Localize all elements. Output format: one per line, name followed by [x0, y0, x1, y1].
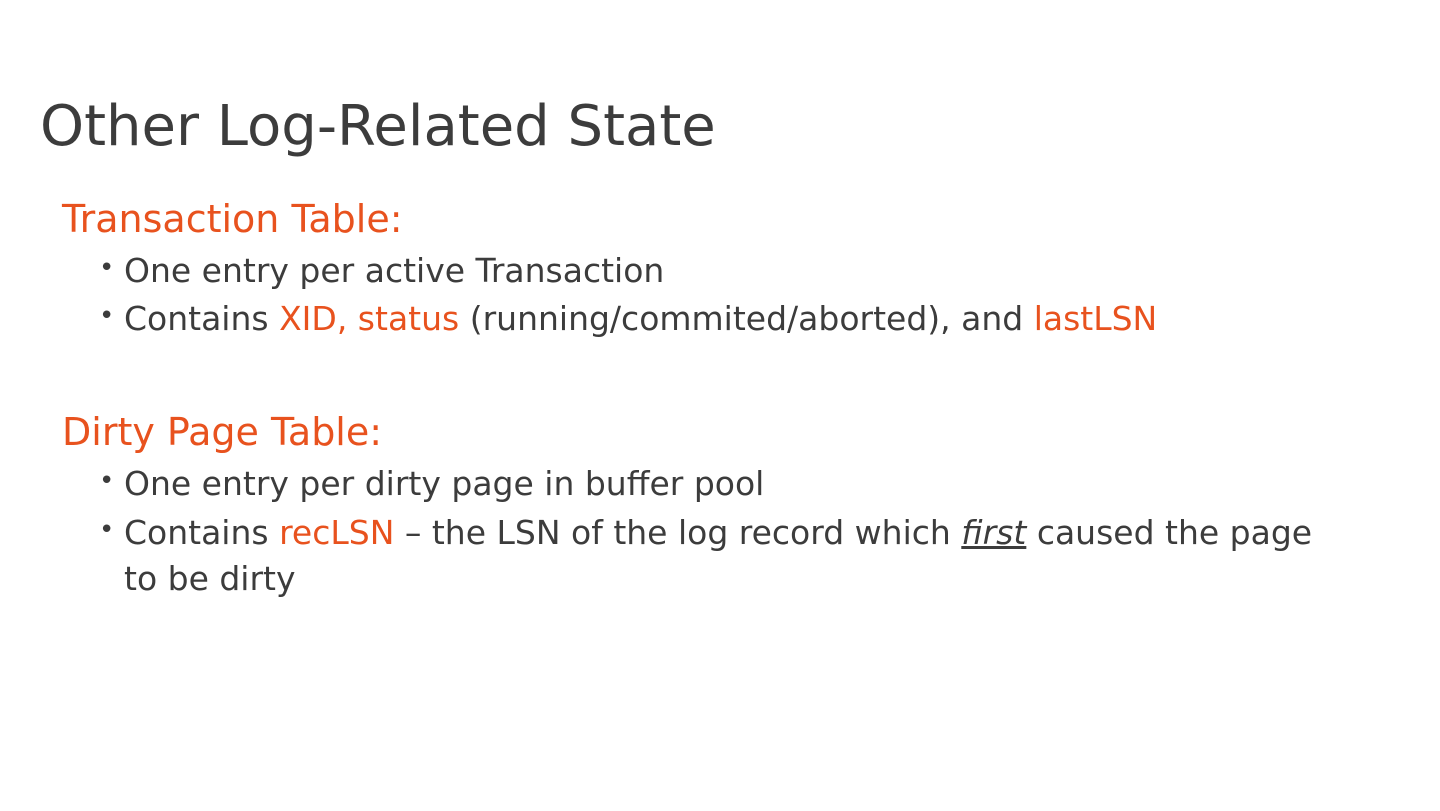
- bullet-text-run: Contains: [124, 299, 280, 339]
- bullet-text-run-emphasis: first: [961, 512, 1027, 552]
- section-spacer: [62, 345, 1392, 409]
- list-item: [62, 248, 1324, 295]
- section-transaction-table: [62, 196, 1392, 343]
- bullet-text-run-accent: recLSN: [279, 512, 395, 552]
- bullet-text-run: (running/commited/aborted), and: [459, 299, 1034, 339]
- list-item: [62, 510, 1324, 604]
- section-dirty-page-table: [62, 409, 1392, 603]
- bullet-text-run-accent: lastLSN: [1033, 299, 1158, 339]
- slide-body: [62, 196, 1392, 605]
- bullet-text-run: – the LSN of the log record which: [394, 512, 962, 552]
- bullet-text-run: One entry per dirty page in buffer pool: [124, 463, 765, 503]
- section-heading: Transaction Table:: [62, 197, 403, 241]
- bullet-text-run: One entry per active Transaction: [124, 250, 665, 290]
- bullet-list: [62, 248, 1392, 344]
- section-heading: Dirty Page Table:: [62, 410, 383, 455]
- bullet-text-run-accent: XID, status: [279, 299, 460, 339]
- bullet-list: [62, 461, 1392, 604]
- bullet-text-run: Contains: [124, 512, 280, 552]
- list-item: [62, 296, 1324, 343]
- list-item: [62, 461, 1324, 508]
- page-title: Other Log-Related State: [40, 93, 716, 159]
- bullet-text-run: caused the page to be dirty: [124, 512, 1313, 599]
